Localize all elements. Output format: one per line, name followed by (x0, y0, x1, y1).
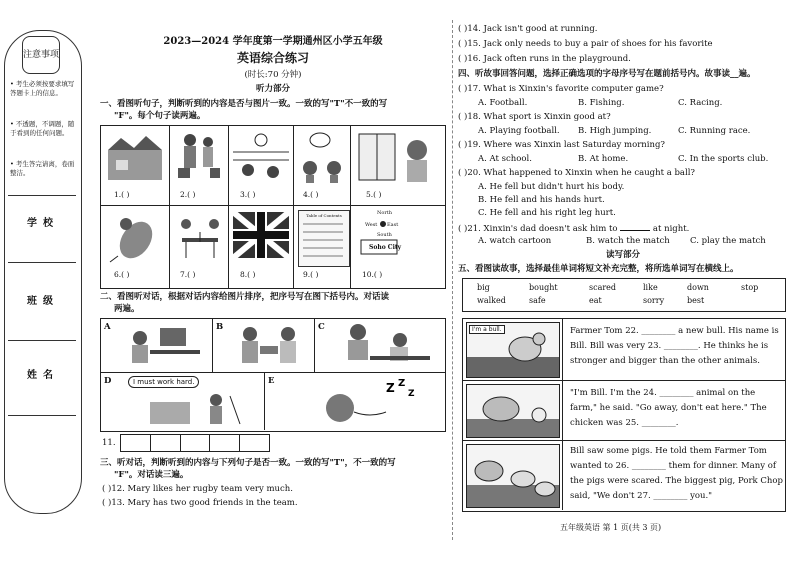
exam-title: 2023—2024 学年度第一学期通州区小学五年级 (163, 36, 383, 47)
picture-a-computer (120, 322, 208, 368)
story-3-line-1: Bill saw some pigs. He told them Farmer Tom (570, 446, 767, 456)
speech-bubble-d: I must work hard. (128, 376, 199, 388)
picture-4-panda-talk (298, 130, 348, 185)
question-15: ( )15. Jack only needs to buy a pair of shoes for his favorite (458, 39, 713, 49)
answer-box[interactable] (181, 434, 211, 452)
q17-option-a: A. Football. (478, 98, 528, 108)
caption-3: 3.( ) (240, 190, 256, 199)
word: stop (741, 283, 759, 292)
story-2-line-3: chicken was 25. ________. (570, 418, 679, 428)
word: bought (529, 283, 558, 292)
question-16: ( )16. Jack often runs in the playground. (458, 54, 631, 64)
picture-d-housework (140, 392, 260, 428)
answer-box[interactable] (120, 434, 151, 452)
divider (8, 340, 76, 341)
notice-title: 注意事项 (22, 36, 60, 74)
word-bank (462, 278, 786, 312)
picture-2-travellers (174, 130, 224, 185)
picture-9-table-of-contents (298, 210, 350, 267)
q21-option-c: C. play the match (690, 236, 766, 246)
part5-instruction: 五、看图读故事，选择最佳单词将短文补充完整，将所选单词写在横线上。 (458, 264, 739, 274)
story-2-line-1: "I'm Bill. I'm the 24. ________ animal on the (570, 388, 756, 398)
word: sorry (643, 296, 665, 305)
note-3: • 考生答完请离，卷面整洁。 (10, 160, 75, 177)
picture-letter-b: B (216, 322, 224, 332)
word: walked (477, 296, 506, 305)
story-3-line-4: said, "We don't 27. ________ you." (570, 491, 713, 501)
q20-option-a: A. He fell but didn't hurt his body. (478, 182, 625, 192)
part1-instruction-2: "F"。每个句子读两遍。 (114, 111, 206, 121)
picture-b-two-people (230, 322, 310, 368)
question-20: ( )20. What happened to Xinxin when he caught a ball? (458, 168, 695, 178)
story-3-line-3: the pigs were scared. The biggest pig, Pork Chop (570, 476, 783, 486)
svg-text:Z: Z (386, 381, 395, 395)
part2-instruction-2: 两遍。 (114, 304, 140, 314)
q20-option-c: C. He fell and his right leg hurt. (478, 208, 616, 218)
note-2: • 不透题，不调题，随于看到的任何问题。 (10, 120, 75, 137)
story-2-line-2: farm," he said. "Go away, don't eat here." The (570, 403, 767, 413)
answer-boxes-11 (120, 434, 270, 452)
picture-6-robot (106, 210, 164, 265)
question-21: ( )21. Xinxin's dad doesn't ask him to at night. (458, 224, 690, 234)
word: safe (529, 296, 546, 305)
caption-4: 4.( ) (303, 190, 319, 199)
story-picture-2-chicken (466, 384, 560, 438)
answer-box[interactable] (210, 434, 240, 452)
divider (8, 262, 76, 263)
q19-option-a: A. At school. (478, 154, 532, 164)
picture-3-volleyball (233, 130, 289, 185)
q18-option-a: A. Playing football. (478, 126, 560, 136)
q19-option-c: C. In the sports club. (678, 154, 769, 164)
picture-letter-a: A (104, 322, 111, 332)
picture-7-table-tennis (174, 210, 224, 265)
blank-21[interactable] (620, 222, 650, 231)
caption-5: 5.( ) (366, 190, 382, 199)
page-divider (452, 20, 453, 540)
question-19: ( )19. Where was Xinxin last Saturday morning? (458, 140, 665, 150)
caption-2: 2.( ) (180, 190, 196, 199)
question-13: ( )13. Mary has two good friends in the team. (102, 498, 298, 508)
story-picture-3-pigs (466, 444, 560, 508)
margin-strip (4, 30, 82, 514)
story-picture-1-bull (466, 322, 560, 378)
q18-option-c: C. Running race. (678, 126, 751, 136)
picture-c-reading (330, 322, 440, 368)
q17-option-c: C. Racing. (678, 98, 723, 108)
story-1-line-2: Bill. Bill was very 23. ________. He thinks he is (570, 341, 769, 351)
picture-letter-c: C (318, 322, 325, 332)
part3-instruction-2: "F"。对话读三遍。 (114, 470, 189, 480)
answer-box[interactable] (240, 434, 270, 452)
section-reading-writing: 读写部分 (605, 250, 640, 260)
section-listening: 听力部分 (255, 84, 290, 94)
field-class: 班级 (27, 296, 59, 307)
answer-box[interactable] (151, 434, 181, 452)
part1-instruction: 一、看图听句子，判断听到的内容是否与图片一致。一致的写"T"不一致的写 (100, 99, 388, 109)
caption-10: 10.( ) (362, 270, 383, 279)
word: eat (589, 296, 602, 305)
speech-bubble-bull: I'm a bull. (469, 325, 505, 334)
story-1-line-1: Farmer Tom 22. ________ a new bull. His name is (570, 326, 779, 336)
word: big (477, 283, 490, 292)
answer-label-11: 11. (102, 438, 116, 448)
part3-instruction: 三、听对话，判断听到的内容与下列句子是否一致。一致的写"T"，不一致的写 (100, 458, 396, 468)
story-1-line-3: stronger and bigger than the other animals. (570, 356, 760, 366)
note-1: • 考生必须按要求填写答题卡上的信息。 (10, 80, 75, 97)
question-14: ( )14. Jack isn't good at running. (458, 24, 598, 34)
picture-e-sleeping (290, 378, 440, 428)
page-footer: 五年级英语 第 1 页(共 3 页) (560, 523, 662, 532)
field-name: 姓名 (27, 370, 59, 381)
q21-option-a: A. watch cartoon (478, 236, 552, 246)
toc-title: Table of Contents (306, 213, 342, 218)
caption-7: 7.( ) (180, 270, 196, 279)
field-school: 学校 (27, 218, 59, 229)
word: best (687, 296, 705, 305)
caption-9: 9.( ) (303, 270, 319, 279)
exam-time: (时长:70 分钟) (244, 70, 302, 80)
question-17: ( )17. What is Xinxin's favorite computer game? (458, 84, 664, 94)
q19-option-b: B. At home. (578, 154, 629, 164)
picture-letter-d: D (104, 376, 112, 386)
question-12: ( )12. Mary likes her rugby team very much. (102, 484, 293, 494)
word: scared (589, 283, 617, 292)
svg-text:Z: Z (398, 378, 406, 389)
story-3-line-2: wanted to 26. ________ them for dinner. Many of (570, 461, 776, 471)
word: like (643, 283, 658, 292)
picture-5-window-girl (355, 130, 441, 185)
q20-option-b: B. He fell and his hands hurt. (478, 195, 605, 205)
picture-8-uk-flag (233, 212, 289, 262)
caption-6: 6.( ) (114, 270, 130, 279)
q18-option-b: B. High jumping. (578, 126, 652, 136)
part2-instruction: 二、看图听对话，根据对话内容给图片排序，把序号写在图下括号内。对话读 (100, 292, 390, 302)
word: down (687, 283, 709, 292)
exam-subtitle: 英语综合练习 (236, 51, 309, 65)
divider (8, 195, 76, 196)
q21-option-b: B. watch the match (586, 236, 670, 246)
caption-1: 1.( ) (114, 190, 130, 199)
question-18: ( )18. What sport is Xinxin good at? (458, 112, 611, 122)
picture-1-scenery (106, 130, 164, 185)
caption-8: 8.( ) (240, 270, 256, 279)
picture-letter-e: E (268, 376, 275, 386)
part4-instruction: 四、听故事回答问题，选择正确选项的字母序号写在题前括号内。故事读__遍。 (458, 69, 756, 79)
divider (8, 415, 76, 416)
picture-10-map: North West East South Soho City (355, 210, 441, 266)
q17-option-b: B. Fishing. (578, 98, 625, 108)
svg-text:Z: Z (408, 389, 415, 399)
